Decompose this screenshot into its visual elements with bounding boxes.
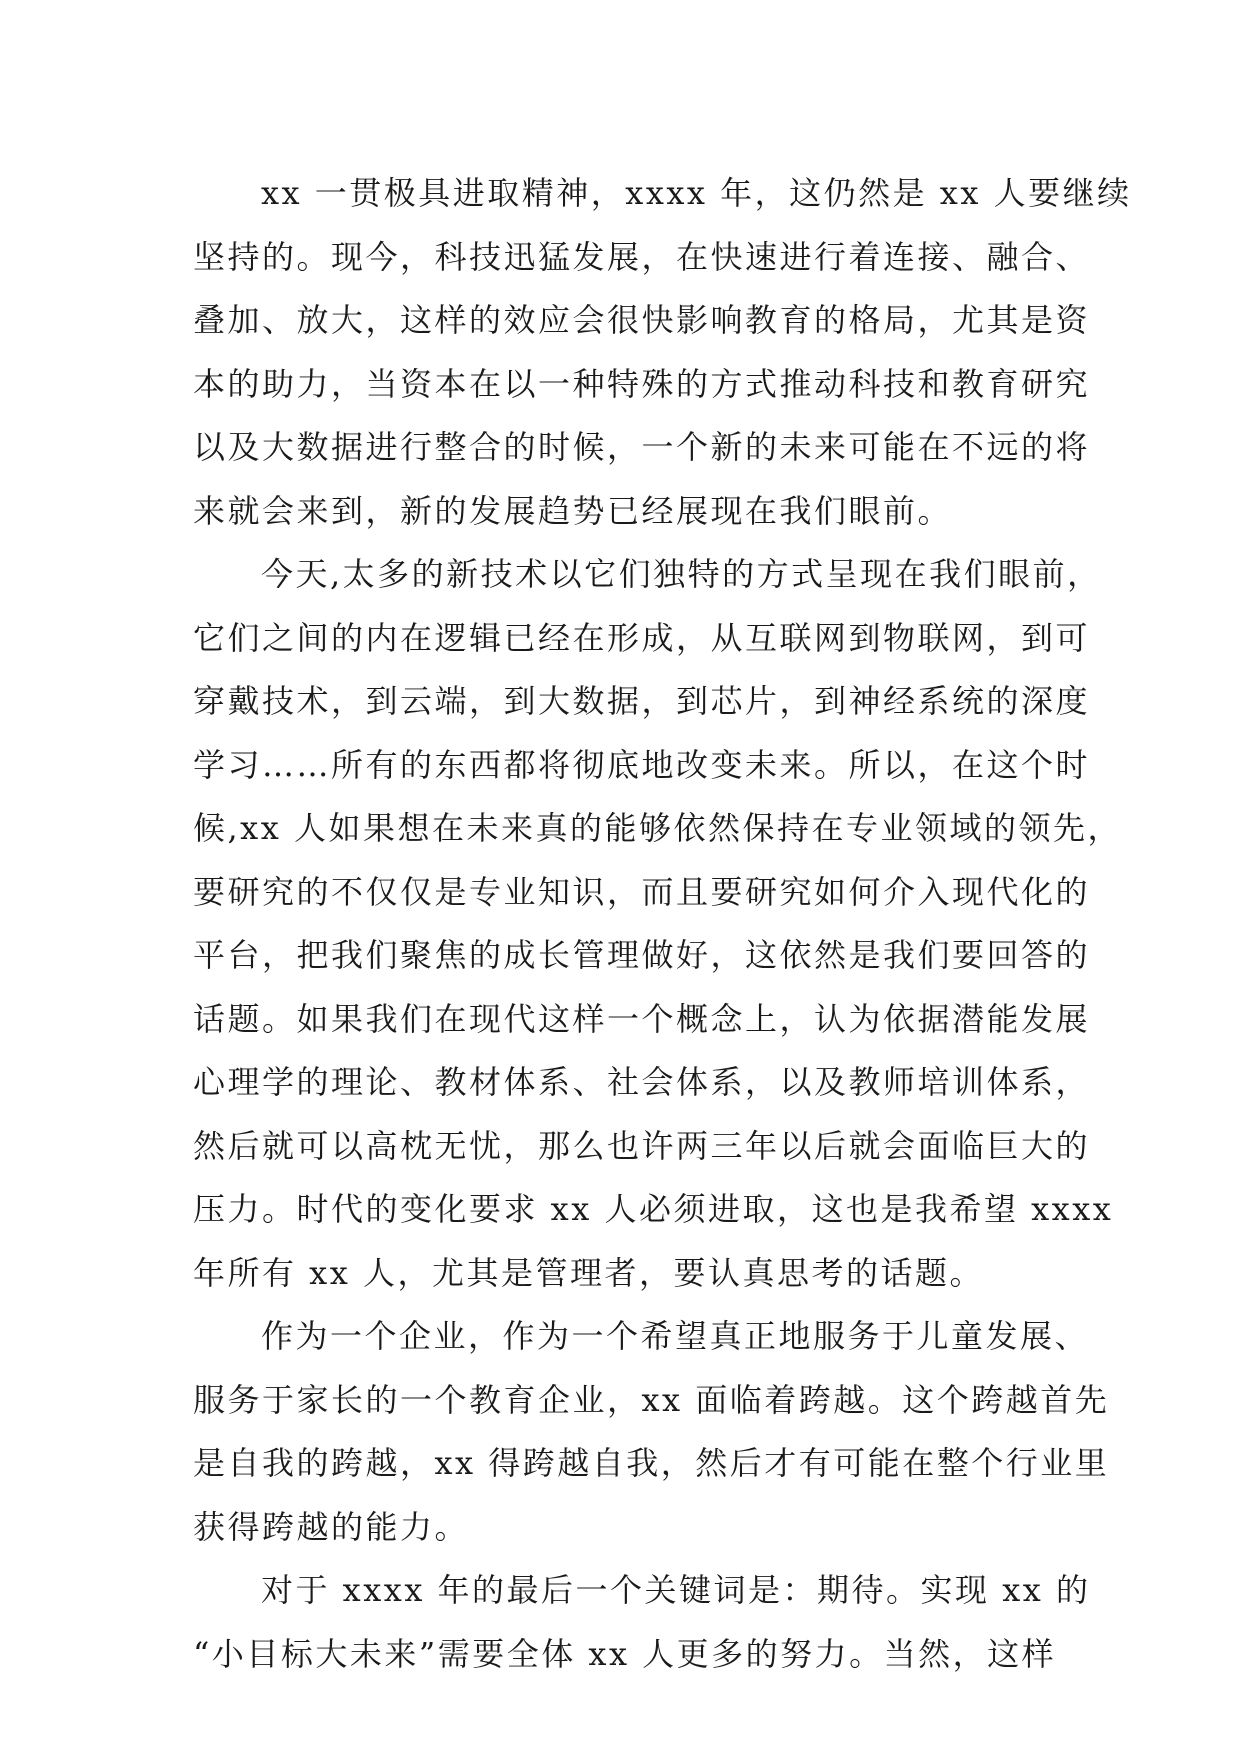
paragraph-2 [193,543,1122,1305]
paragraph-line: “小目标大未来”需要全体 xx 人更多的努力。当然，这样 [193,1634,1057,1673]
paragraph-line: 本的助力，当资本在以一种特殊的方式推动科技和教育研究 [193,364,1091,403]
paragraph-line: 获得跨越的能力。 [193,1507,470,1546]
paragraph-line: 坚持的。现今，科技迅猛发展，在快速进行着连接、融合、 [193,237,1091,276]
paragraph-line: 作为一个企业，作为一个希望真正地服务于儿童发展、 [261,1317,1090,1355]
paragraph-line: 服务于家长的一个教育企业，xx 面临着跨越。这个跨越首先 [193,1380,1110,1419]
paragraph-4 [193,1559,1091,1686]
paragraph-line: 然后就可以高枕无忧，那么也许两三年以后就会面临巨大的 [193,1126,1091,1165]
paragraph-line: 今天,太多的新技术以它们独特的方式呈现在我们眼前， [261,555,1102,593]
paragraph-line: 是自我的跨越，xx 得跨越自我，然后才有可能在整个行业里 [193,1444,1110,1482]
paragraph-line: 它们之间的内在逻辑已经在形成，从互联网到物联网，到可 [193,618,1091,657]
paragraph-line: 来就会来到，新的发展趋势已经展现在我们眼前。 [193,491,953,530]
paragraph-line: 压力。时代的变化要求 xx 人必须进取，这也是我希望 xxxx [193,1190,1114,1228]
paragraph-line: 心理学的理论、教材体系、社会体系，以及教师培训体系， [193,1063,1091,1101]
paragraph-line: 平台，把我们聚焦的成长管理做好，这依然是我们要回答的 [193,936,1091,974]
document-body [193,162,1132,1686]
paragraph-line: 学习……所有的东西都将彻底地改变未来。所以，在这个时 [193,745,1091,784]
paragraph-line: 对于 xxxx 年的最后一个关键词是：期待。实现 xx 的 [261,1571,1091,1609]
paragraph-line: 年所有 xx 人，尤其是管理者，要认真思考的话题。 [193,1253,984,1292]
paragraph-line: 候,xx 人如果想在未来真的能够依然保持在专业领域的领先， [193,809,1122,847]
paragraph-1 [193,162,1132,543]
paragraph-line: 穿戴技术，到云端，到大数据，到芯片，到神经系统的深度 [193,682,1091,720]
paragraph-3 [193,1305,1110,1559]
paragraph-line: 要研究的不仅仅是专业知识，而且要研究如何介入现代化的 [193,872,1091,911]
paragraph-line: 以及大数据进行整合的时候，一个新的未来可能在不远的将 [193,428,1091,466]
paragraph-line: 叠加、放大，这样的效应会很快影响教育的格局，尤其是资 [193,301,1091,339]
paragraph-line: xx 一贯极具进取精神，xxxx 年，这仍然是 xx 人要继续 [261,174,1132,212]
paragraph-line: 话题。如果我们在现代这样一个概念上，认为依据潜能发展 [193,999,1091,1038]
